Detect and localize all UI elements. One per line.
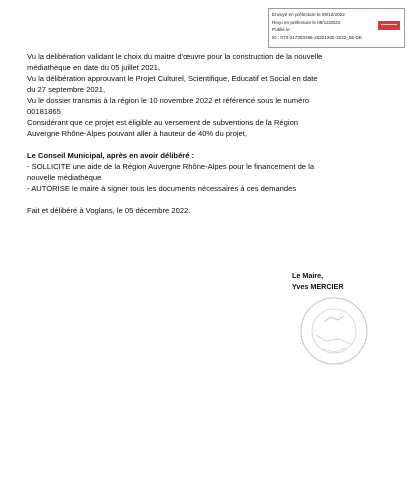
prefecture-logo (378, 21, 400, 30)
paragraph-project: Vu la délibération approuvant le Projet Culturel, Scientifique, Educatif et Social en date du 27 septembre 2021, (27, 74, 318, 94)
stamp-published: Publié le (272, 27, 290, 33)
paragraph-dossier: Vu le dossier transmis à la région le 10 novembre 2022 et référencé sous le numéro 00181865 (27, 96, 310, 116)
done-at-line: Fait et délibéré à Voglans, le 05 décembre 2022. (27, 206, 191, 215)
town-seal-icon (298, 295, 370, 367)
council-heading: Le Conseil Municipal, après en avoir délibéré : (27, 151, 195, 160)
stamp-sent-date: Envoyé en préfecture le 09/12/2022 (272, 12, 345, 17)
paragraph-architect: Vu la délibération validant le choix du maitre d'œuvre pour la construction de la nouvelle médiathèque en date du 05 juillet 2021, (27, 52, 323, 72)
signature-block (292, 270, 344, 292)
deliberation-text (27, 51, 394, 216)
signature-title: Le Maire, (292, 271, 324, 280)
prefecture-stamp (268, 8, 405, 48)
stamp-id: ID : 073-217303296-20221205-2022_55-DE (272, 34, 362, 40)
decision-sollicite: - SOLLICITE une aide de la Région Auvergne Rhône-Alpes pour le financement de la nouvelle médiathèque (27, 162, 315, 182)
decision-autorise: - AUTORISE le maire à signer tous les documents nécessaires à ces demandes (27, 184, 297, 193)
signature-name: Yves MERCIER (292, 282, 344, 291)
stamp-received-date: Reçu en préfecture le 09/12/2022 (272, 19, 341, 25)
paragraph-eligibility: Considérant que ce projet est éligible au versement de subventions de la Région Auvergne Rhône-Alpes pouvant aller à hauteur de 40% du projet, (27, 118, 299, 138)
